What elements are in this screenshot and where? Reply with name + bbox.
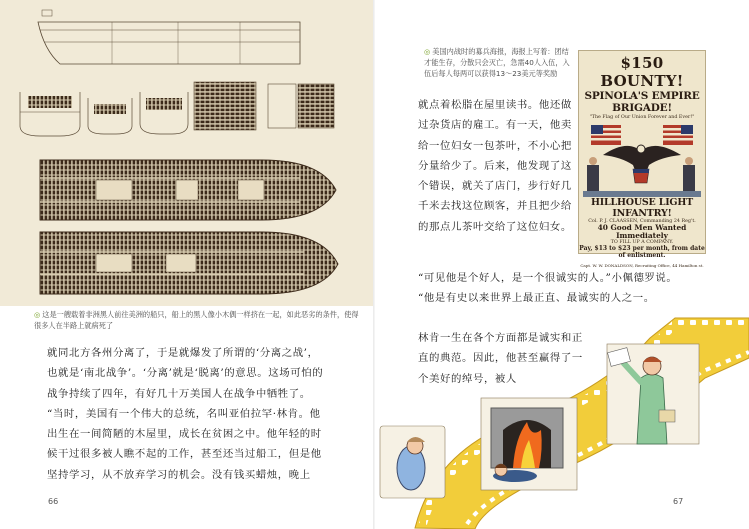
right-body-text-2 — [418, 268, 708, 309]
left-body-text — [47, 343, 329, 485]
left-caption — [34, 309, 364, 331]
left-page-number: 66 — [48, 497, 59, 506]
poster-flag-text: "The Flag of Our Union Forever and Ever!" — [589, 115, 695, 120]
slave-ship-illustration — [0, 0, 374, 306]
poster-pay: Pay, $13 to $23 per month, from date of enlistment. — [579, 245, 705, 259]
right-paragraph-4: 林肯一生在各个方面都是诚实和正直的典范。因此，他甚至赢得了一个美好的绰号，被人 — [418, 332, 583, 385]
left-caption-text: 这是一艘载着非洲黑人前往美洲的船只，船上的黑人像小木偶一样挤在一起，如此恶劣的条件，使得很多人在半路上就病死了 — [34, 310, 359, 330]
lincoln-filmstrip-illustration — [375, 318, 749, 529]
right-paragraph-1: 就点着松脂在屋里读书。他还做过杂货店的雇工。有一天，他卖给一位妇女一包茶叶，不小心把分量给少了。后来，他发现了这个错误，就关了店门，步行好几千米去找这位顾客，并且把少给的那点儿茶叶交给了这位妇女。 — [418, 99, 572, 233]
right-paragraph-3: “他是有史以来世界上最正直、最诚实的人之一。 — [418, 292, 655, 305]
poster-wanted: 40 Good Men Wanted Immediately — [597, 223, 687, 240]
poster-bounty: $150 BOUNTY! — [600, 54, 684, 90]
recruitment-poster — [578, 50, 706, 268]
poster-regiment: HILLHOUSE LIGHT INFANTRY! — [590, 197, 693, 219]
poster-footer: Capt. W. W. DONALDSON, Recruiting Office, 44 Hamilton st. — [580, 263, 704, 268]
right-page-number: 67 — [673, 497, 684, 506]
slave-ship-diagram — [0, 0, 374, 306]
right-paragraph-2: “可见他是个好人，是一个很诚实的人。”小佩德罗说。 — [418, 272, 678, 284]
caption-bullet-icon: ◎ — [34, 310, 41, 319]
left-page — [0, 0, 374, 529]
poster-colonel: Col. P. J. CLAASSEN, Commanding 24 Reg't. — [588, 219, 696, 224]
poster-fill-up: TO FILL UP A COMPANY. — [610, 240, 674, 245]
caption-bullet-icon: ◎ — [424, 47, 431, 56]
poster-title: SPINOLA'S EMPIRE BRIGADE! — [584, 90, 700, 114]
left-paragraph-1: 就同北方各州分离了，于是就爆发了所谓的‘分离之战’，也就是‘南北战争’。‘分离’就是‘脱离’的意思。这场可怕的战争持续了四年，有好几十万美国人在战争中牺牲了。 — [47, 347, 324, 400]
right-caption-text: 美国内战时的募兵海报，海报上写着：团结才能生存，分散只会灭亡，急需40人入伍，入伍后每人每两可以获得13～23美元等奖励 — [424, 47, 570, 78]
eagle-flag-icon — [583, 121, 701, 197]
left-paragraph-2: “当时，美国有一个伟大的总统，名叫亚伯拉罕·林肯。他出生在一间简陋的木屋里，成长在贫困之中。他年轻的时候干过很多被人瞧不起的工作，甚至还当过船工，但是他坚持学习，从不放弃学习的机会。没有钱买蜡烛，晚上 — [47, 407, 322, 481]
right-caption — [424, 46, 574, 79]
